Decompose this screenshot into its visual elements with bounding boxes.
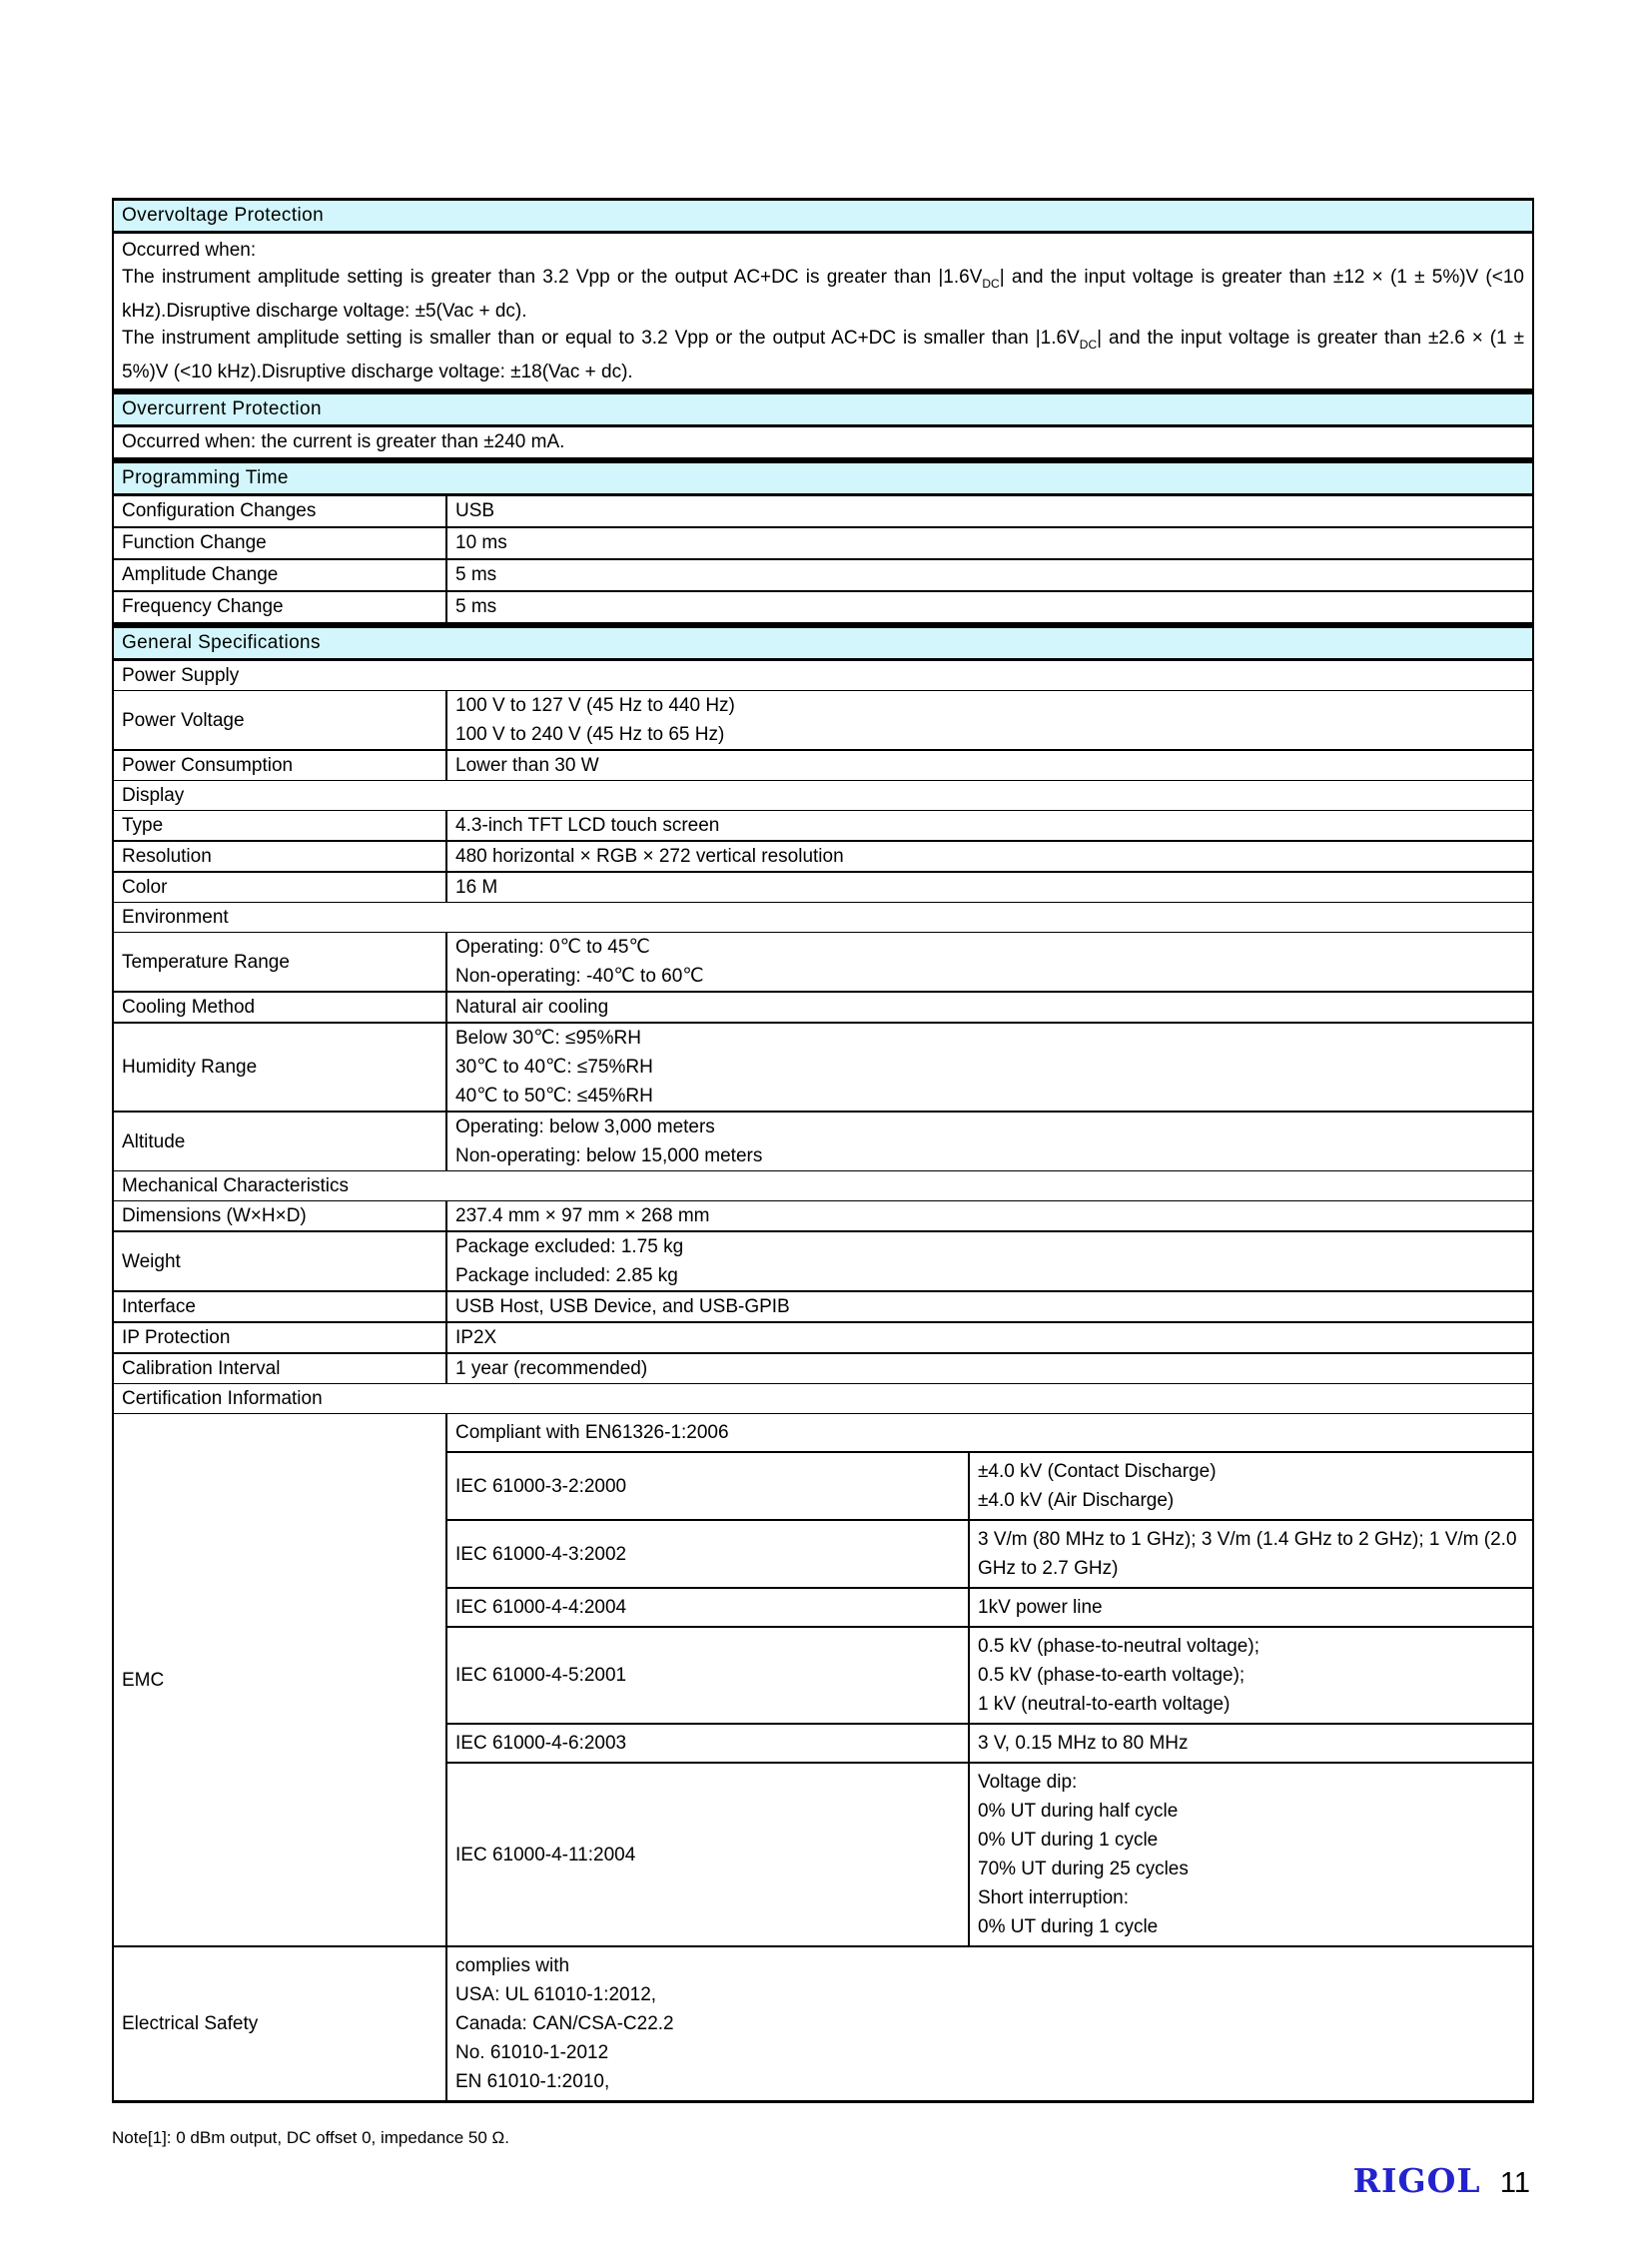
category-certification: Certification Information xyxy=(114,1384,1532,1414)
category-display: Display xyxy=(114,781,1532,811)
cell-line: Short interruption: xyxy=(978,1887,1130,1908)
cell-line: Non-operating: -40℃ to 60℃ xyxy=(455,966,704,987)
emc-standard: IEC 61000-4-3:2002 xyxy=(446,1520,969,1588)
emc-value xyxy=(969,1763,1532,1946)
category-environment: Environment xyxy=(114,903,1532,933)
table-row xyxy=(114,495,1532,528)
table-row xyxy=(114,1023,1532,1112)
overcurrent-header-row xyxy=(114,394,1532,426)
cell-line: 0% UT during 1 cycle xyxy=(978,1830,1159,1851)
category-mechanical: Mechanical Characteristics xyxy=(114,1171,1532,1201)
emc-standard: IEC 61000-3-2:2000 xyxy=(446,1452,969,1520)
row-label: Cooling Method xyxy=(114,992,446,1023)
row-value: 5 ms xyxy=(446,559,1532,591)
page-content xyxy=(112,198,1534,2200)
row-label: IP Protection xyxy=(114,1322,446,1353)
emc-standard: IEC 61000-4-6:2003 xyxy=(446,1724,969,1763)
footnote: Note[1]: 0 dBm output, DC offset 0, impedance 50 Ω. xyxy=(112,2128,509,2147)
table-row xyxy=(114,1291,1532,1322)
row-value: Lower than 30 W xyxy=(446,750,1532,781)
emc-standard: IEC 61000-4-4:2004 xyxy=(446,1588,969,1627)
general-specifications-table xyxy=(112,625,1534,2103)
overvoltage-table xyxy=(112,198,1534,391)
page-footer xyxy=(112,2161,1534,2200)
cell-line: 0% UT during 1 cycle xyxy=(978,1916,1159,1937)
row-label: Amplitude Change xyxy=(114,559,446,591)
emc-value: 3 V, 0.15 MHz to 80 MHz xyxy=(969,1724,1532,1763)
programming-time-table xyxy=(112,460,1534,625)
row-label: Humidity Range xyxy=(114,1023,446,1112)
overvoltage-paragraph-2 xyxy=(122,325,1524,385)
cell-line: No. 61010-1-2012 xyxy=(455,2042,609,2063)
row-label: Power Consumption xyxy=(114,750,446,781)
emc-value xyxy=(969,1627,1532,1724)
row-label: Type xyxy=(114,811,446,842)
row-value: 16 M xyxy=(446,872,1532,903)
category-row xyxy=(114,660,1532,691)
p1-text: The instrument amplitude setting is greater than 3.2 Vpp or the output AC+DC is greater than |1.6V xyxy=(122,267,983,288)
p2-text-cont: | and the input voltage is greater than ±2.6 × (1 ± 5%)V (<10 kHz).Disruptive discharge voltage: ±18(Vac + dc). xyxy=(122,328,1525,382)
cell-line: ±4.0 kV (Air Discharge) xyxy=(978,1490,1175,1511)
emc-value xyxy=(969,1452,1532,1520)
cell-line: 30℃ to 40℃: ≤75%RH xyxy=(455,1057,653,1078)
category-row xyxy=(114,1171,1532,1201)
row-value xyxy=(446,1231,1532,1291)
category-row xyxy=(114,781,1532,811)
row-value: 4.3-inch TFT LCD touch screen xyxy=(446,811,1532,842)
emc-standard: IEC 61000-4-5:2001 xyxy=(446,1627,969,1724)
row-value: USB Host, USB Device, and USB-GPIB xyxy=(446,1291,1532,1322)
row-label: Interface xyxy=(114,1291,446,1322)
table-row xyxy=(114,591,1532,622)
general-specs-title: General Specifications xyxy=(114,628,1532,660)
cell-line: EN 61010-1:2010, xyxy=(455,2071,610,2092)
row-label: Electrical Safety xyxy=(114,1946,446,2100)
p1-subscript: DC xyxy=(982,277,1000,291)
row-label: Calibration Interval xyxy=(114,1353,446,1384)
page-number: 11 xyxy=(1499,2167,1530,2199)
row-value xyxy=(446,1946,1532,2100)
cell-line: 0% UT during half cycle xyxy=(978,1801,1179,1822)
row-label: Temperature Range xyxy=(114,933,446,993)
row-label: Function Change xyxy=(114,527,446,559)
programming-time-title: Programming Time xyxy=(114,463,1532,495)
row-value: 10 ms xyxy=(446,527,1532,559)
table-row xyxy=(114,992,1532,1023)
table-row xyxy=(114,1201,1532,1232)
row-label: Altitude xyxy=(114,1112,446,1171)
cell-line: Operating: below 3,000 meters xyxy=(455,1117,715,1137)
cell-line: Non-operating: below 15,000 meters xyxy=(455,1145,763,1166)
overvoltage-intro: Occurred when: xyxy=(122,240,257,261)
table-row xyxy=(114,841,1532,872)
row-value xyxy=(446,691,1532,751)
emc-label: EMC xyxy=(114,1414,446,1947)
table-row xyxy=(114,811,1532,842)
row-value xyxy=(446,933,1532,993)
row-label: Power Voltage xyxy=(114,691,446,751)
cell-line: Below 30℃: ≤95%RH xyxy=(455,1028,641,1049)
overcurrent-body: Occurred when: the current is greater than ±240 mA. xyxy=(122,431,565,452)
table-row xyxy=(114,1322,1532,1353)
overvoltage-body-row xyxy=(114,233,1532,389)
cell-line: USA: UL 61010-1:2012, xyxy=(455,1984,657,2005)
row-value: 5 ms xyxy=(446,591,1532,622)
p2-text: The instrument amplitude setting is smaller than or equal to 3.2 Vpp or the output AC+DC is smaller than |1.6V xyxy=(122,328,1080,349)
cell-line: 100 V to 240 V (45 Hz to 65 Hz) xyxy=(455,724,725,745)
p1-text-cont: | and the input voltage is greater than ±12 × (1 ± 5%)V (<10 kHz).Disruptive discharge voltage: ±5(Vac + dc). xyxy=(122,267,1524,322)
table-row xyxy=(114,1231,1532,1291)
row-value xyxy=(446,1023,1532,1112)
category-row xyxy=(114,1384,1532,1414)
row-label: Dimensions (W×H×D) xyxy=(114,1201,446,1232)
cell-line: 0.5 kV (phase-to-neutral voltage); xyxy=(978,1636,1259,1657)
cell-line: Package included: 2.85 kg xyxy=(455,1265,678,1286)
cell-line: Operating: 0℃ to 45℃ xyxy=(455,937,650,958)
overvoltage-body xyxy=(114,233,1532,389)
p2-subscript: DC xyxy=(1079,338,1098,352)
row-value: 1 year (recommended) xyxy=(446,1353,1532,1384)
cell-line: complies with xyxy=(455,1955,570,1976)
table-row xyxy=(114,750,1532,781)
overcurrent-body-row xyxy=(114,426,1532,458)
cell-line: Package excluded: 1.75 kg xyxy=(455,1236,684,1257)
table-row xyxy=(114,933,1532,993)
row-value: 480 horizontal × RGB × 272 vertical resolution xyxy=(446,841,1532,872)
row-label: Weight xyxy=(114,1231,446,1291)
row-label: Configuration Changes xyxy=(122,500,317,521)
table-row xyxy=(114,559,1532,591)
table-row xyxy=(114,691,1532,751)
cell-line: 0.5 kV (phase-to-earth voltage); xyxy=(978,1665,1245,1686)
row-label: Frequency Change xyxy=(114,591,446,622)
row-value: Natural air cooling xyxy=(446,992,1532,1023)
table-row xyxy=(114,1112,1532,1171)
row-value xyxy=(446,1112,1532,1171)
row-label: Resolution xyxy=(114,841,446,872)
row-value: 237.4 mm × 97 mm × 268 mm xyxy=(446,1201,1532,1232)
cell-line: Voltage dip: xyxy=(978,1772,1078,1793)
table-row xyxy=(114,1353,1532,1384)
cell-line: 100 V to 127 V (45 Hz to 440 Hz) xyxy=(455,695,735,716)
electrical-safety-row xyxy=(114,1946,1532,2100)
overcurrent-title: Overcurrent Protection xyxy=(114,394,1532,426)
overvoltage-paragraph-1 xyxy=(122,264,1524,325)
programming-time-header-row xyxy=(114,463,1532,495)
overvoltage-header-row xyxy=(114,201,1532,233)
row-value: USB xyxy=(446,495,1532,528)
emc-value: 3 V/m (80 MHz to 1 GHz); 3 V/m (1.4 GHz to 2 GHz); 1 V/m (2.0 GHz to 2.7 GHz) xyxy=(969,1520,1532,1588)
cell-line: Canada: CAN/CSA-C22.2 xyxy=(455,2013,674,2034)
row-label: Color xyxy=(114,872,446,903)
overcurrent-table xyxy=(112,391,1534,460)
category-power-supply: Power Supply xyxy=(122,665,240,686)
cell-line: 70% UT during 25 cycles xyxy=(978,1859,1189,1879)
table-row xyxy=(114,872,1532,903)
emc-value: 1kV power line xyxy=(969,1588,1532,1627)
cell-line: ±4.0 kV (Contact Discharge) xyxy=(978,1461,1217,1482)
emc-compliant: Compliant with EN61326-1:2006 xyxy=(446,1414,1532,1453)
rigol-logo: RIGOL xyxy=(1352,2161,1481,2200)
emc-standard: IEC 61000-4-11:2004 xyxy=(446,1763,969,1946)
cell-line: 40℃ to 50℃: ≤45%RH xyxy=(455,1086,653,1107)
row-value: IP2X xyxy=(446,1322,1532,1353)
cell-line: 1 kV (neutral-to-earth voltage) xyxy=(978,1694,1231,1715)
general-specs-header-row xyxy=(114,628,1532,660)
category-row xyxy=(114,903,1532,933)
emc-compliant-row xyxy=(114,1414,1532,1453)
overvoltage-title: Overvoltage Protection xyxy=(114,201,1532,233)
table-row xyxy=(114,527,1532,559)
